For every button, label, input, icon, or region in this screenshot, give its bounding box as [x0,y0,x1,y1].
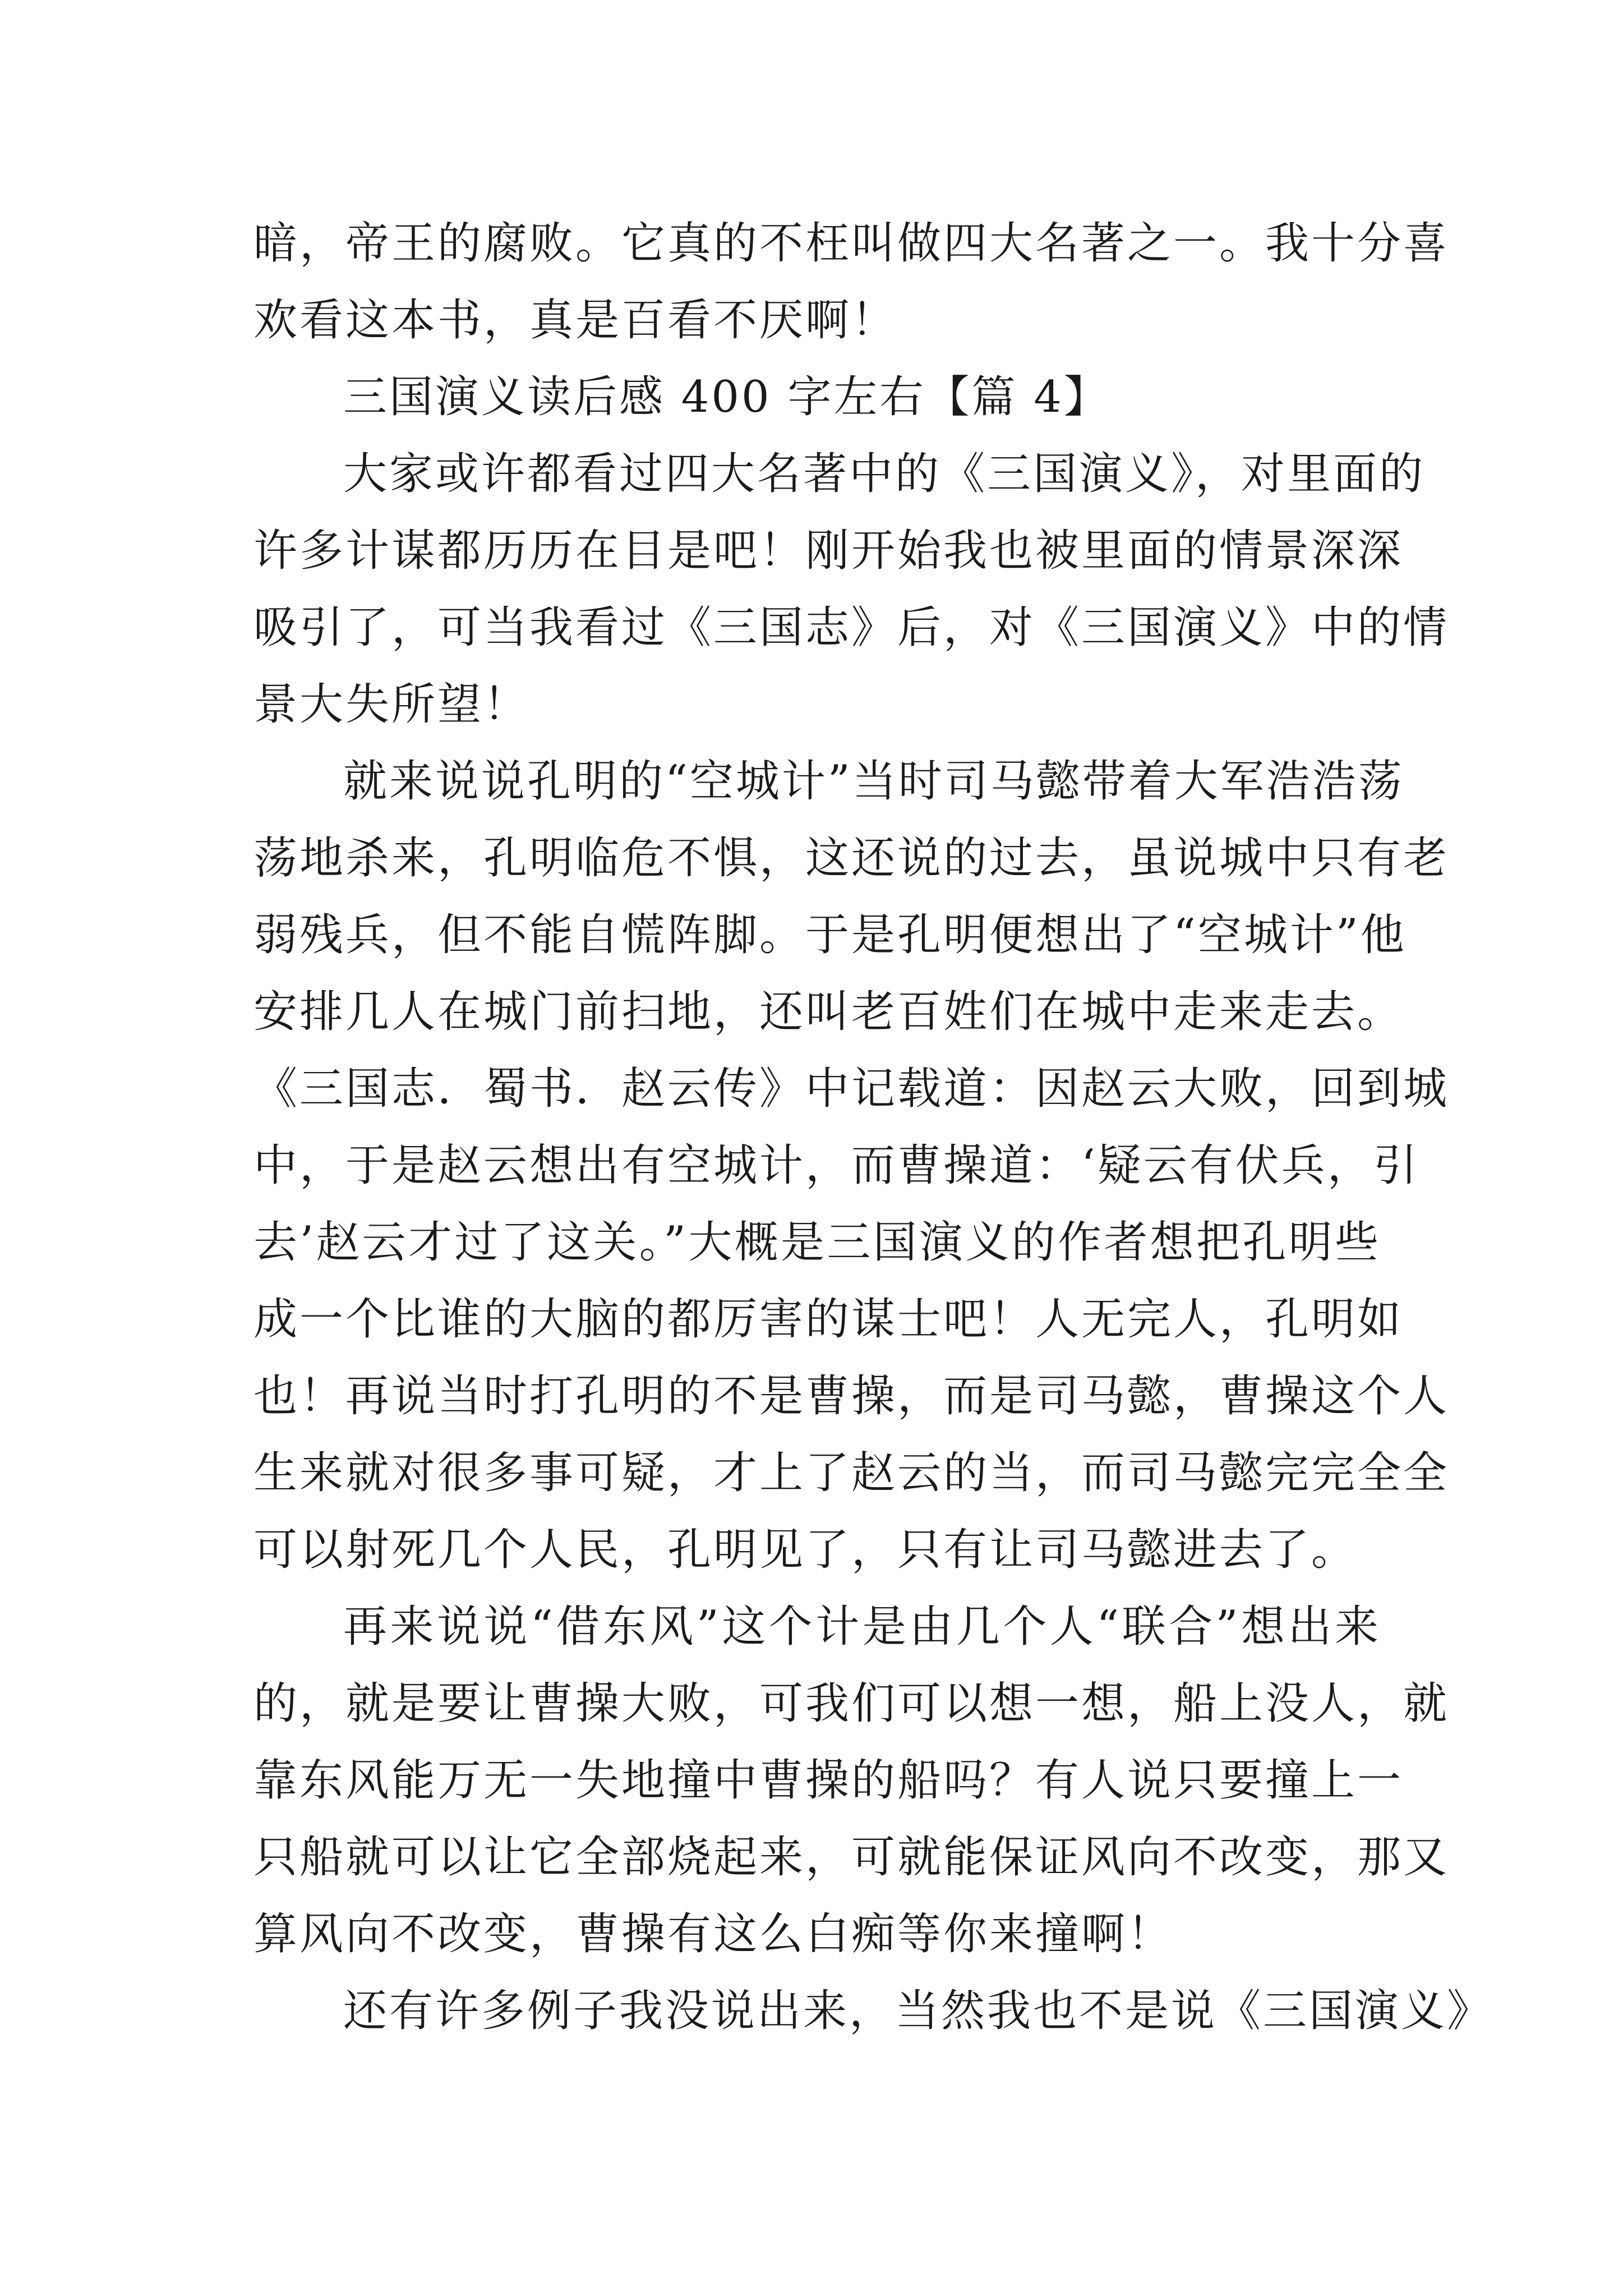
text-line: 欢看这本书，真是百看不厌啊！ [253,295,898,346]
text-line: 生来就对很多事可疑，才上了赵云的当，而司马懿完完全全 [253,1448,1450,1498]
text-line: 就来说说孔明的“空城计”当时司马懿带着大军浩浩荡 [343,756,1404,807]
text-line: 的，就是要让曹操大败，可我们可以想一想，船上没人，就 [253,1678,1450,1729]
text-line: 靠东风能万无一失地撞中曹操的船吗？有人说只要撞上一 [253,1755,1404,1806]
text-line: 去’赵云才过了这关。”大概是三国演义的作者想把孔明些 [253,1217,1381,1268]
section-heading: 三国演义读后感 400 字左右【篇 4】 [343,372,1110,422]
text-line: 中，于是赵云想出有空城计，而曹操道：‘疑云有伏兵，引 [253,1140,1419,1191]
text-line: 成一个比谁的大脑的都厉害的谋士吧！人无完人，孔明如 [253,1294,1404,1345]
text-line: 《三国志．蜀书．赵云传》中记载道：因赵云大败，回到城 [253,1064,1450,1114]
text-line: 也！再说当时打孔明的不是曹操，而是司马懿，曹操这个人 [253,1371,1450,1421]
text-line: 弱残兵，但不能自慌阵脚。于是孔明便想出了“空城计”他 [253,910,1407,960]
text-line: 还有许多例子我没说出来，当然我也不是说《三国演义》 [343,1986,1493,2036]
text-line: 只船就可以让它全部烧起来，可就能保证风向不改变，那又 [253,1832,1450,1883]
text-line: 景大失所望！ [253,679,530,730]
text-line: 荡地杀来，孔明临危不惧，这还说的过去，虽说城中只有老 [253,833,1450,884]
text-line: 吸引了，可当我看过《三国志》后，对《三国演义》中的情 [253,602,1450,653]
text-line: 可以射死几个人民，孔明见了，只有让司马懿进去了。 [253,1525,1358,1575]
text-line: 暗，帝王的腐败。它真的不枉叫做四大名著之一。我十分喜 [253,218,1450,269]
text-line: 算风向不改变，曹操有这么白痴等你来撞啊！ [253,1909,1174,1959]
text-line: 许多计谋都历历在目是吧！刚开始我也被里面的情景深深 [253,526,1404,576]
text-line: 安排几人在城门前扫地，还叫老百姓们在城中走来走去。 [253,987,1404,1037]
text-line: 再来说说“借东风”这个计是由几个人“联合”想出来 [343,1602,1381,1652]
text-line: 大家或许都看过四大名著中的《三国演义》，对里面的 [343,449,1426,499]
document-body [253,205,1493,2050]
